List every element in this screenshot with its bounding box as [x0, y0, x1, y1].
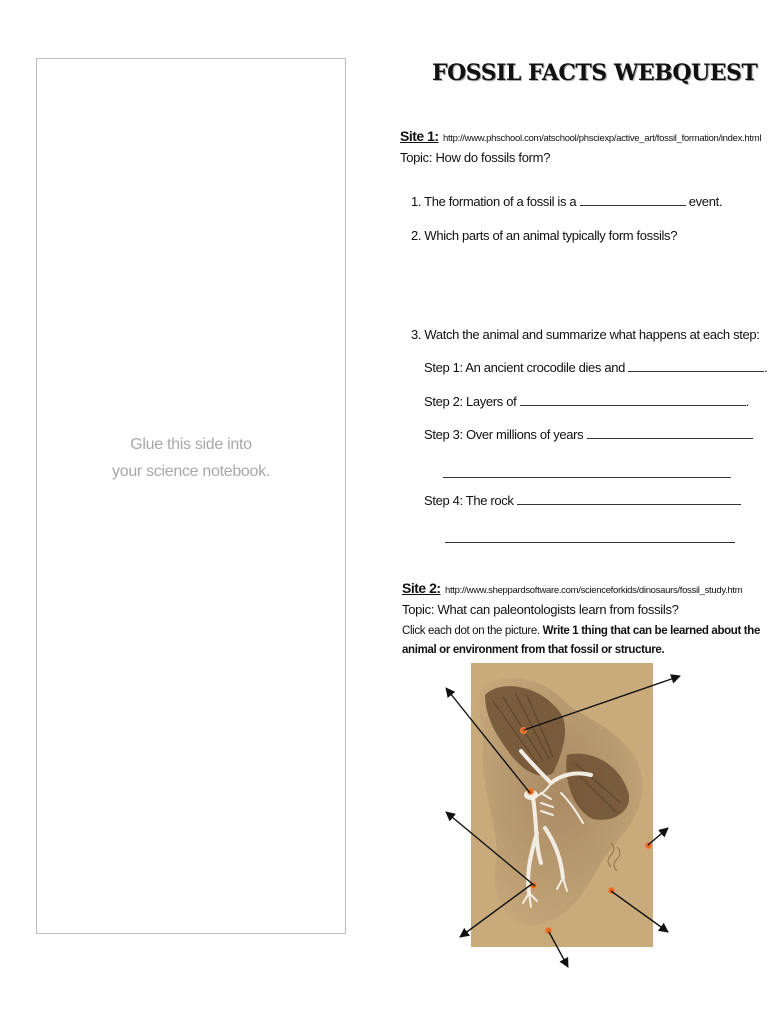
- site1-label: Site 1:: [400, 128, 439, 144]
- fossil-dot-footprint[interactable]: [608, 887, 615, 894]
- site1-topic: Topic: How do fossils form?: [400, 150, 551, 165]
- step-4: [424, 493, 741, 508]
- glue-line-1: Glue this side into: [130, 436, 252, 453]
- step-2-period: .: [745, 394, 749, 409]
- question-1-text: 1. The formation of a fossil is a: [411, 194, 577, 209]
- fossil-dot-skull[interactable]: [527, 788, 534, 795]
- step-2: [424, 394, 749, 409]
- step-1-period: .: [764, 360, 768, 375]
- fossil-dot-leg[interactable]: [530, 882, 537, 889]
- site2-header: [402, 580, 742, 598]
- fossil-dot-claw[interactable]: [545, 927, 552, 934]
- page-title: FOSSIL FACTS WEBQUEST: [432, 60, 758, 86]
- site2-instructions-line-2: [402, 644, 664, 656]
- step-3: [424, 427, 753, 442]
- step-3-blank-line-2[interactable]: [443, 477, 731, 478]
- question-1-blank[interactable]: [580, 205, 686, 206]
- site2-url[interactable]: http://www.sheppardsoftware.com/scienceforkids/dinosaurs/fossil_study.htm: [444, 585, 743, 596]
- site2-instructions-line-1: [402, 625, 760, 637]
- instructions-bold-1: Write 1 thing that can be learned about the: [542, 625, 760, 637]
- step-2-text: Step 2: Layers of: [424, 394, 517, 409]
- step-4-blank-line-2[interactable]: [445, 542, 735, 543]
- site2-label: Site 2:: [402, 580, 441, 596]
- archaeopteryx-fossil-icon: [471, 663, 653, 947]
- question-2: 2. Which parts of an animal typically form fossils?: [411, 228, 678, 243]
- question-1-suffix: event.: [688, 194, 723, 209]
- question-3: 3. Watch the animal and summarize what happens at each step:: [411, 327, 760, 342]
- step-4-blank[interactable]: [517, 504, 741, 505]
- step-2-blank[interactable]: [520, 405, 746, 406]
- fossil-dot-feather[interactable]: [520, 727, 527, 734]
- glue-instructions: [37, 431, 345, 485]
- glue-line-2: your science notebook.: [112, 463, 270, 480]
- step-1-text: Step 1: An ancient crocodile dies and: [424, 360, 625, 375]
- step-1-blank[interactable]: [628, 371, 764, 372]
- instructions-plain: Click each dot on the picture.: [402, 625, 540, 637]
- step-4-text: Step 4: The rock: [424, 493, 514, 508]
- step-1: [424, 360, 768, 375]
- site1-url[interactable]: http://www.phschool.com/atschool/phsciexp/active_art/fossil_formation/index.html: [442, 133, 762, 144]
- site1-header: [400, 128, 761, 146]
- instructions-bold-2: animal or environment from that fossil or structure.: [402, 644, 665, 656]
- step-3-blank[interactable]: [587, 438, 753, 439]
- glue-panel: [36, 58, 346, 934]
- fossil-image: [471, 663, 653, 947]
- step-3-text: Step 3: Over millions of years: [424, 427, 584, 442]
- question-1: [411, 194, 722, 209]
- site2-topic: Topic: What can paleontologists learn from fossils?: [402, 602, 679, 617]
- fossil-dot-rock[interactable]: [645, 842, 652, 849]
